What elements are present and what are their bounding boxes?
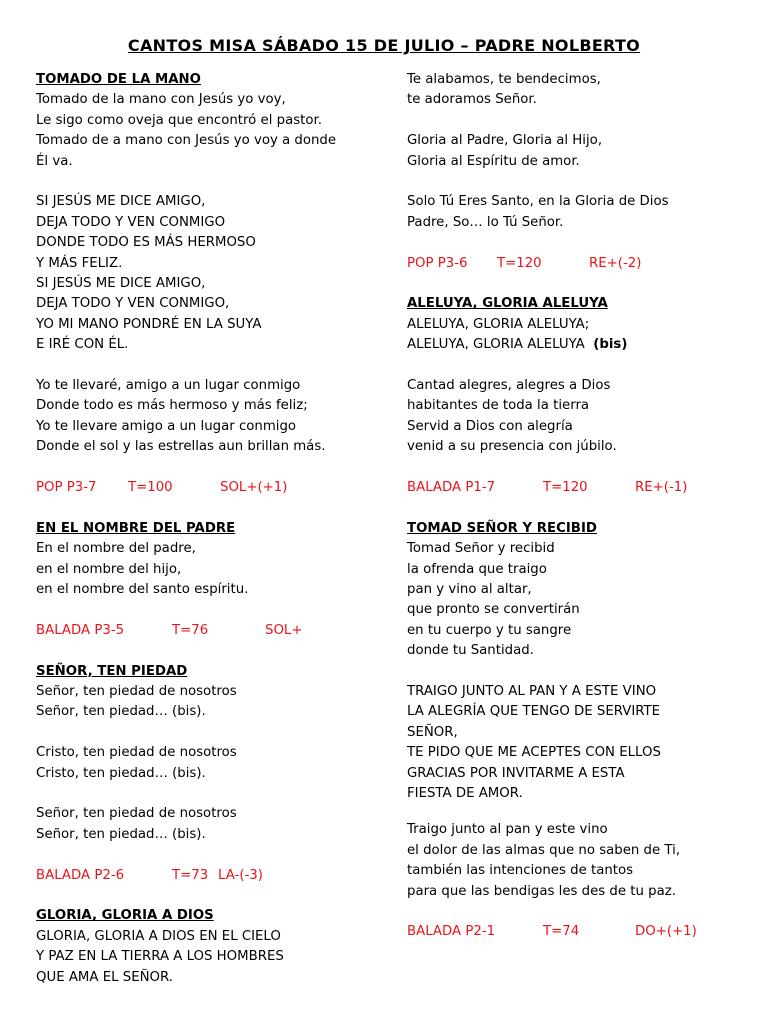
lyric-line: Solo Tú Eres Santo, en la Gloria de Dios xyxy=(407,194,669,210)
song-title: ALELUYA, GLORIA ALELUYA xyxy=(407,296,608,312)
lyric-line: TRAIGO JUNTO AL PAN Y A ESTE VINO xyxy=(407,684,657,700)
meta-key: DO+(+1) xyxy=(635,924,697,940)
lyric-text: ALELUYA, GLORIA ALELUYA xyxy=(407,337,585,353)
lyric-line: Cantad alegres, alegres a Dios xyxy=(407,378,611,393)
lyric-line: Gloria al Padre, Gloria al Hijo, xyxy=(407,133,603,149)
song-meta xyxy=(36,866,376,886)
lyric-line: Señor, ten piedad… (bis). xyxy=(36,826,206,842)
lyric-line xyxy=(407,335,747,355)
meta-style: BALADA P2-1 xyxy=(407,924,496,940)
lyric-line: FIESTA DE AMOR. xyxy=(407,786,523,802)
lyric-line: Señor, ten piedad de nosotros xyxy=(36,684,237,700)
lyric-line: DONDE TODO ES MÁS HERMOSO xyxy=(36,235,256,251)
song-title: TOMADO DE LA MANO xyxy=(36,72,201,87)
song-title: EN EL NOMBRE DEL PADRE xyxy=(36,520,236,536)
lyric-line: Donde el sol y las estrellas aun brillan más. xyxy=(36,439,326,455)
meta-tempo: T=73 xyxy=(172,867,209,883)
meta-key: SOL+ xyxy=(265,622,303,638)
meta-tempo: T=100 xyxy=(128,480,173,496)
lyric-line: E IRÉ CON ÉL. xyxy=(36,337,129,353)
lyric-line: LA ALEGRÍA QUE TENGO DE SERVIRTE xyxy=(407,704,661,720)
lyric-line: Cristo, ten piedad de nosotros xyxy=(36,745,237,761)
lyric-line: Servid a Dios con alegría xyxy=(407,418,573,434)
lyric-line: en tu cuerpo y tu sangre xyxy=(407,622,572,638)
lyric-line: Tomad Señor y recibid xyxy=(407,541,555,557)
meta-style: POP P3-6 xyxy=(407,255,468,271)
song-meta xyxy=(407,478,747,498)
meta-tempo: T=120 xyxy=(497,255,542,271)
meta-key: RE+(-1) xyxy=(635,480,688,496)
song-title: SEÑOR, TEN PIEDAD xyxy=(36,663,188,679)
lyric-line: Tomado de la mano con Jesús yo voy, xyxy=(36,92,286,108)
meta-key: SOL+(+1) xyxy=(220,480,288,496)
song-meta xyxy=(407,922,747,942)
lyric-line: SI JESÚS ME DICE AMIGO, xyxy=(36,276,206,292)
lyric-line: Y PAZ EN LA TIERRA A LOS HOMBRES xyxy=(36,949,284,965)
lyric-line: Le sigo como oveja que encontró el pastor. xyxy=(36,112,322,128)
meta-tempo: T=74 xyxy=(543,924,580,940)
lyric-line: SI JESÚS ME DICE AMIGO, xyxy=(36,194,206,210)
lyric-line: SEÑOR, xyxy=(407,724,458,740)
lyric-line: para que las bendigas les des de tu paz. xyxy=(407,883,676,899)
right-column xyxy=(407,70,747,943)
left-column xyxy=(36,70,376,988)
lyric-line: QUE AMA EL SEÑOR. xyxy=(36,969,174,985)
lyric-line: Él va. xyxy=(36,153,73,169)
song-title: TOMAD SEÑOR Y RECIBID xyxy=(407,520,597,536)
meta-style: BALADA P1-7 xyxy=(407,480,496,496)
document-title: CANTOS MISA SÁBADO 15 DE JULIO – PADRE NOLBERTO xyxy=(127,36,641,55)
lyric-line: TE PIDO QUE ME ACEPTES CON ELLOS xyxy=(407,745,661,761)
lyric-line: te adoramos Señor. xyxy=(407,92,537,108)
song-meta xyxy=(36,478,376,498)
lyric-line: GLORIA, GLORIA A DIOS EN EL CIELO xyxy=(36,928,281,944)
lyric-line: GRACIAS POR INVITARME A ESTA xyxy=(407,765,625,781)
lyric-line: venid a su presencia con júbilo. xyxy=(407,439,617,455)
meta-tempo: T=76 xyxy=(172,622,209,638)
meta-style: BALADA P3-5 xyxy=(36,622,125,638)
lyric-line: en el nombre del santo espíritu. xyxy=(36,582,249,598)
lyric-line: DEJA TODO Y VEN CONMIGO, xyxy=(36,296,230,312)
lyric-line: habitantes de toda la tierra xyxy=(407,398,590,414)
song-meta xyxy=(36,621,376,641)
lyric-line: Gloria al Espíritu de amor. xyxy=(407,153,580,169)
meta-tempo: T=120 xyxy=(543,480,588,496)
lyric-line: donde tu Santidad. xyxy=(407,643,534,659)
lyric-line: también las intenciones de tantos xyxy=(407,863,634,879)
lyric-line: ALELUYA, GLORIA ALELUYA; xyxy=(407,316,590,332)
song-meta xyxy=(407,254,747,274)
lyric-line: YO MI MANO PONDRÉ EN LA SUYA xyxy=(36,316,262,332)
lyric-line: Yo te llevare amigo a un lugar conmigo xyxy=(36,418,297,434)
lyric-line: Tomado de a mano con Jesús yo voy a donde xyxy=(36,133,337,149)
lyric-line: Señor, ten piedad de nosotros xyxy=(36,806,237,822)
lyric-line: Yo te llevaré, amigo a un lugar conmigo xyxy=(36,378,301,394)
meta-style: POP P3-7 xyxy=(36,480,97,496)
lyric-line: que pronto se convertirán xyxy=(407,602,580,618)
lyric-line: pan y vino al altar, xyxy=(407,582,532,598)
lyric-line: la ofrenda que traigo xyxy=(407,561,547,577)
meta-key: LA-(-3) xyxy=(218,867,263,883)
meta-key: RE+(-2) xyxy=(589,255,642,271)
lyric-line: DEJA TODO Y VEN CONMIGO xyxy=(36,214,226,230)
lyric-line: Te alabamos, te bendecimos, xyxy=(407,72,601,87)
meta-style: BALADA P2-6 xyxy=(36,867,125,883)
lyric-line: Traigo junto al pan y este vino xyxy=(407,822,608,838)
lyric-line: Cristo, ten piedad… (bis). xyxy=(36,765,206,781)
lyric-line: Y MÁS FELIZ. xyxy=(36,255,123,271)
song-title: GLORIA, GLORIA A DIOS xyxy=(36,908,214,924)
lyric-line: Donde todo es más hermoso y más feliz; xyxy=(36,398,308,414)
lyric-line: el dolor de las almas que no saben de Ti, xyxy=(407,842,681,858)
lyric-line: Padre, So… lo Tú Señor. xyxy=(407,214,564,230)
lyric-line: En el nombre del padre, xyxy=(36,541,196,557)
lyric-line: en el nombre del hijo, xyxy=(36,561,182,577)
lyric-line: Señor, ten piedad… (bis). xyxy=(36,704,206,720)
bis-marker: (bis) xyxy=(593,337,628,353)
